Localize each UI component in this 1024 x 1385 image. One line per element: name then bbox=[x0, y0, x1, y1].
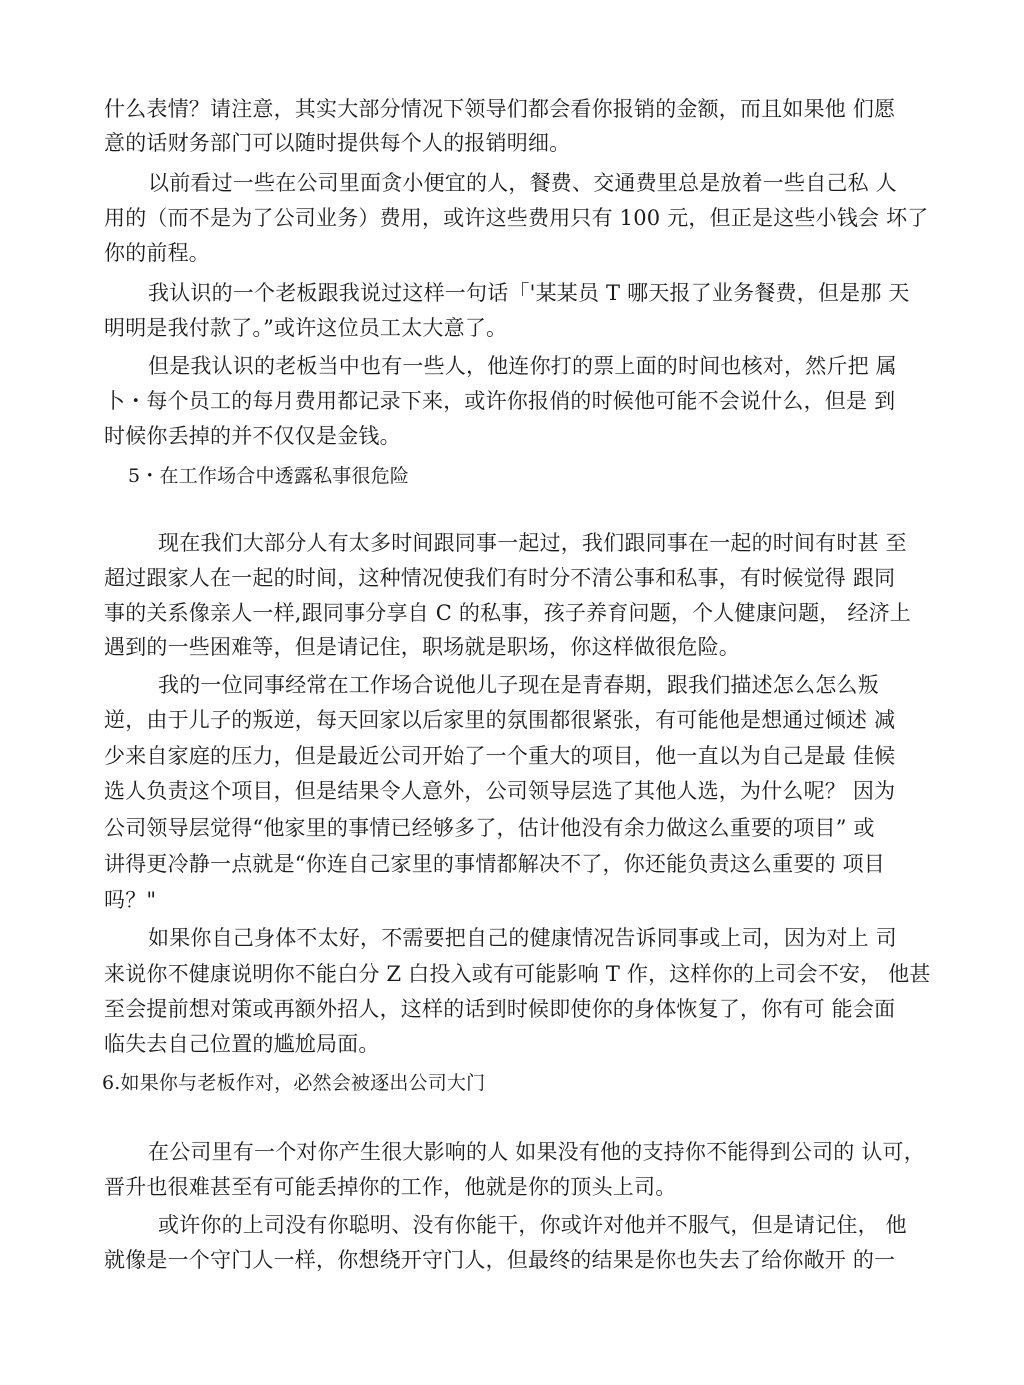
text-line: 公司领导层觉得“他家里的事情已经够多了，估计他没有余力做这么重要的项目” 或 bbox=[104, 816, 875, 840]
text-line: 就像是一个守门人一样，你想绕开守门人，但最终的结果是你也失去了给你敞开 的一 bbox=[104, 1248, 896, 1272]
text-line: 少来自家庭的压力，但是最近公司开始了一个重大的项目，他一直以为自己是最 佳候 bbox=[104, 744, 896, 768]
text-line: 吗？" bbox=[104, 888, 157, 912]
text-line: 逆，由于儿子的叛逆，每天回家以后家里的氛围都很紧张，有可能他是想通过倾述 减 bbox=[104, 708, 896, 732]
text-line: 超过跟家人在一起的时间，这种情况使我们有时分不清公事和私事，有时候觉得 跟同 bbox=[104, 566, 896, 590]
text-line: 来说你不健康说明你不能白分 Z 白投入或有可能影响 T 作，这样你的上司会不安， 他甚 bbox=[104, 962, 931, 986]
text-line: 选人负责这个项目，但是结果令人意外，公司领导层选了其他人选，为什么呢？ 因为 bbox=[104, 779, 896, 803]
text-line: 我的一位同事经常在工作场合说他儿子现在是青春期，跟我们描述怎么怎么叛 bbox=[158, 673, 879, 697]
text-line: 至会提前想对策或再额外招人，这样的话到时候即使你的身体恢复了，你有可 能会面 bbox=[104, 997, 896, 1021]
text-line: 你的前程。 bbox=[104, 241, 210, 265]
text-line: 或许你的上司没有你聪明、没有你能干，你或许对他并不服气，但是请记住， 他 bbox=[158, 1213, 907, 1237]
text-line: 在公司里有一个对你产生很大影响的人 如果没有他的支持你不能得到公司的 认可， bbox=[148, 1140, 925, 1164]
text-line: 晋升也很难甚至有可能丢掉你的工作，他就是你的顶头上司。 bbox=[104, 1175, 677, 1199]
text-line: 但是我认识的老板当中也有一些人，他连你打的票上面的时间也核对，然斤把 属 bbox=[148, 354, 897, 378]
text-line: 临失去自己位置的尴尬局面。 bbox=[104, 1032, 380, 1056]
text-line: 意的话财务部门可以随时提供每个人的报销明细。 bbox=[104, 131, 571, 155]
text-line: 明明是我付款了。”或许这位员工太大意了。 bbox=[104, 316, 508, 340]
text-line: 我认识的一个老板跟我说过这样一句话「'某某员 T 哪天报了业务餐费，但是那 天 bbox=[148, 281, 910, 305]
text-line: 事的关系像亲人一样,跟同事分享自 C 的私事，孩子养育问题，个人健康问题， 经济上 bbox=[104, 601, 911, 625]
text-line: 遇到的一些困难等，但是请记住，职场就是职场，你这样做很危险。 bbox=[104, 635, 740, 659]
text-line: 时候你丢掉的并不仅仅是金钱。 bbox=[104, 424, 401, 448]
text-line: 以前看过一些在公司里面贪小便宜的人，餐费、交通费里总是放着一些自己私 人 bbox=[148, 171, 897, 195]
text-line: 什么表情？请注意，其实大部分情况下领导们都会看你报销的金额，而且如果他 们愿 bbox=[104, 97, 896, 121]
text-line: 用的（而不是为了公司业务）费用，或许这些费用只有 100 元，但正是这些小钱会 坏了 bbox=[104, 206, 929, 230]
section-heading: 5・在工作场合中透露私事很危险 bbox=[128, 465, 410, 487]
text-line: 讲得更冷静一点就是“你连自己家里的事情都解决不了，你还能负责这么重要的 项目 bbox=[104, 852, 886, 876]
text-line: 如果你自己身体不太好，不需要把自己的健康情况告诉同事或上司，因为对上 司 bbox=[148, 926, 897, 950]
text-line: 卜・每个员工的每月费用都记录下来，或许你报俏的时候他可能不会说什么，但是 到 bbox=[104, 389, 896, 413]
section-heading: 6.如果你与老板作对，必然会被逐出公司大门 bbox=[102, 1072, 486, 1094]
text-line: 现在我们大部分人有太多时间跟同事一起过，我们跟同事在一起的时间有时甚 至 bbox=[158, 531, 907, 555]
